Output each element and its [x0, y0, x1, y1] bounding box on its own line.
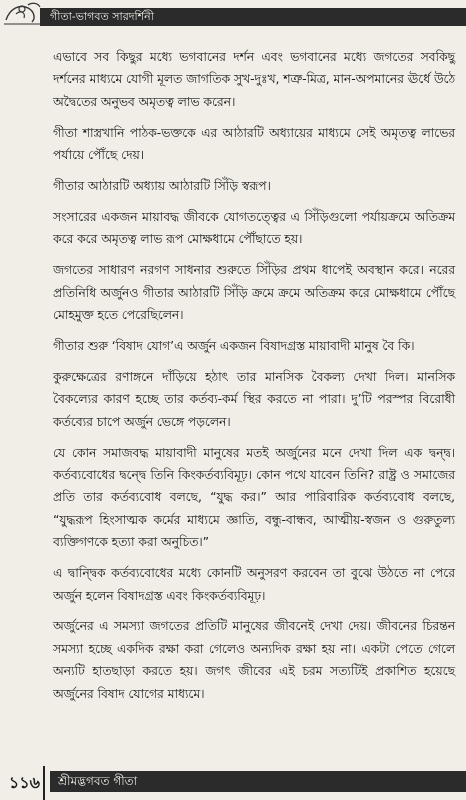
paragraph: সংসারের একজন মায়াবদ্ধ জীবকে যোগতত্ত্বের এ সিঁড়িগুলো পর্যায়ক্রমে অতিক্রম করে করে অমৃতত্ব লাভ রূপ মোক্ষধামে পৌঁছাতে হয়।	[53, 208, 455, 247]
krishna-logo-icon	[2, 0, 44, 28]
page-footer	[0, 762, 466, 800]
paragraph: কুরুক্ষেত্রের রণাঙ্গনে দাঁড়িয়ে হঠাৎ তার মানসিক বৈকল্য দেখা দিল। মানসিক বৈকল্যের কারণ হচ্ছে তার কর্তব্য-কর্ম স্থির করতে না পারা। দু’টি পরস্পর বিরোধী কর্তব্যের চাপে অর্জুন ভেঙ্গে পড়লেন।	[53, 368, 455, 429]
running-title: গীতা-ভাগবত সারদর্শিনী	[40, 8, 466, 26]
page-number: ১১৬	[8, 773, 40, 792]
paragraph: গীতা শাস্ত্রখানি পাঠক-ভক্তকে এর আঠারটি অধ্যায়ের মাধ্যমে সেই অমৃতত্ব লাভের পর্যায়ে পৌঁছে দেয়।	[53, 124, 455, 163]
paragraph: যে কোন সমাজবদ্ধ মায়াবাদী মানুষের মতই অর্জুনের মনে দেখা দিল এক দ্বন্দ্ব। কর্তব্যবোধের দ্বন্দ্বে তিনি কিংকর্তব্যবিমূঢ়। কোন পথে যাবেন তিনি? রাষ্ট্র ও সমাজের প্রতি তার কর্তব্যবোধ বলছে, “যুদ্ধ কর।” আর পারিবারিক কর্তব্যবোধ বলছে, “যুদ্ধরূপ হিংসাত্মক কর্মের মাধ্যমে জ্ঞাতি, বন্ধু-বান্ধব, আত্মীয়-স্বজন ও গুরুতুল্য ব্যক্তিগণকে হত্যা করা অনুচিত।”	[53, 444, 455, 550]
footer-divider	[43, 766, 45, 800]
page-header	[0, 0, 466, 30]
body-text	[53, 46, 455, 714]
paragraph: গীতার শুরু ‘বিষাদ যোগ’এ অর্জুন একজন বিষাদগ্রস্ত মায়াবাদী মানুষ বৈ কি।	[53, 337, 415, 353]
paragraph: অর্জুনের এ সমস্যা জগতের প্রতিটি মানুষের জীবনেই দেখা দেয়। জীবনের চিরন্তন সমস্যা হচ্ছে একদিক রক্ষা করা গেলেও অন্যদিক রক্ষা হয় না। একটা পেতে গেলে অন্যটি হাতছাড়া করতে হয়। জগৎ জীবের এই চরম সত্যটিই প্রকাশিত হয়েছে অর্জুনের বিষাদ যোগের মাধ্যমে।	[53, 618, 455, 701]
book-title: শ্রীমদ্ভগবত গীতা	[50, 771, 466, 792]
paragraph: গীতার আঠারটি অধ্যায় আঠারটি সিঁড়ি স্বরূপ।	[53, 178, 271, 194]
paragraph: জগতের সাধারণ নরগণ সাধনার শুরুতে সিঁড়ির প্রথম ধাপেই অবস্থান করে। নরের প্রতিনিধি অর্জুনও গীতার আঠারটি সিঁড়ি ক্রমে ক্রমে অতিক্রম করে মোক্ষধামে পৌঁছে মোহমুক্ত হতে পেরেছিলেন।	[53, 262, 455, 323]
paragraph: এ দ্বান্দ্বিক কর্তব্যবোধের মধ্যে কোনটি অনুসরণ করবেন তা বুঝে উঠতে না পেরে অর্জুন হলেন বিষাদগ্রস্ত এবং কিংকর্তব্যবিমূঢ়।	[53, 565, 455, 603]
paragraph: এভাবে সব কিছুর মধ্যে ভগবানের দর্শন এবং ভগবানের মধ্যে জগতের সবকিছু দর্শনের মাধ্যমে যোগী মূলত জাগতিক সুখ-দুঃখ, শত্রু-মিত্র, মান-অপমানের ঊর্ধে উঠে অদ্বৈতের অনুভব অমৃতত্ব লাভ করেন।	[53, 49, 455, 109]
